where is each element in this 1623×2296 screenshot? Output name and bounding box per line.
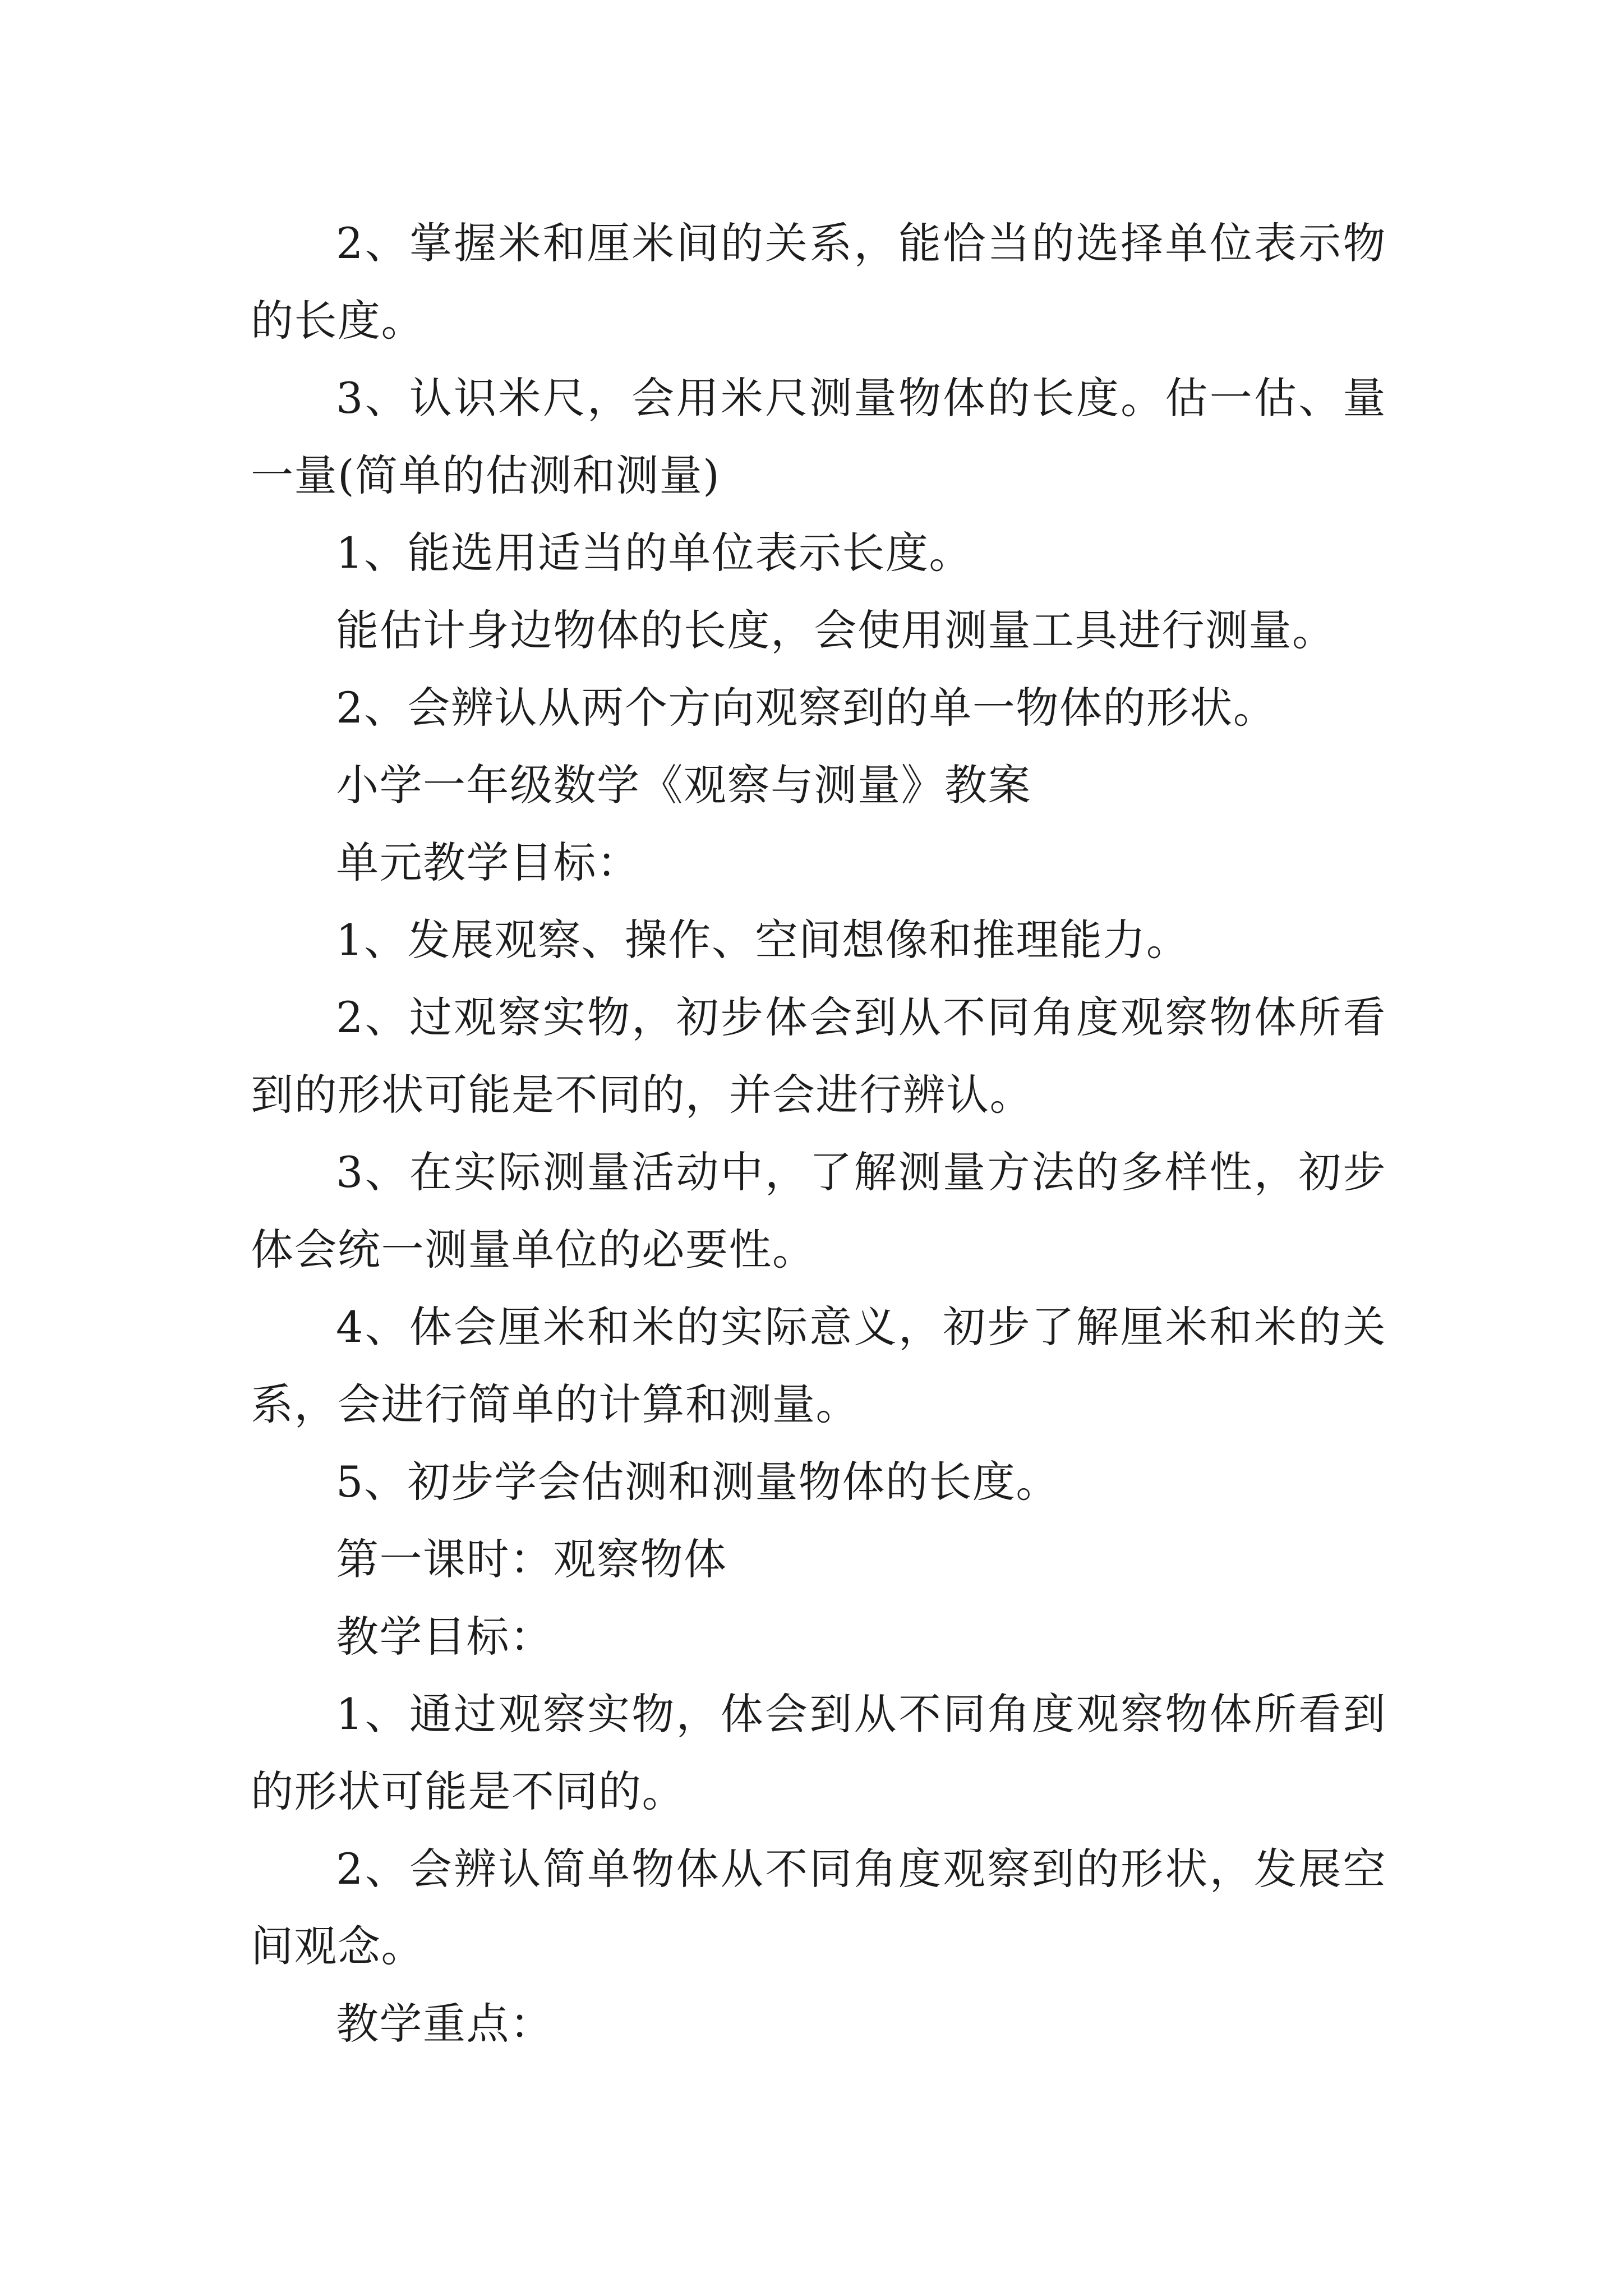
text-line: 到的形状可能是不同的，并会进行辨认。 (251, 1070, 1033, 1120)
text-line: 的形状可能是不同的。 (251, 1766, 685, 1816)
text-line: 2、掌握米和厘米间的关系，能恰当的选择单位表示物 (336, 218, 1386, 268)
text-line: 3、在实际测量活动中，了解测量方法的多样性，初步 (336, 1147, 1386, 1197)
text-line: 4、体会厘米和米的实际意义，初步了解厘米和米的关 (336, 1302, 1386, 1352)
text-line: 1、发展观察、操作、空间想像和推理能力。 (336, 915, 1190, 965)
text-line: 教学重点： (336, 1999, 554, 2049)
text-line: 1、通过观察实物，体会到从不同角度观察物体所看到 (336, 1689, 1386, 1739)
paragraph (251, 1289, 1386, 1443)
document-body (251, 205, 1386, 2063)
text-line: 2、会辨认简单物体从不同角度观察到的形状，发展空 (336, 1844, 1386, 1894)
text-line: 2、过观察实物，初步体会到从不同角度观察物体所看 (336, 992, 1386, 1042)
paragraph (251, 1134, 1386, 1289)
text-line: 5、初步学会估测和测量物体的长度。 (336, 1457, 1059, 1507)
text-line: 能估计身边物体的长度，会使用测量工具进行测量。 (336, 605, 1336, 655)
text-line: 3、认识米尺，会用米尺测量物体的长度。估一估、量 (336, 373, 1386, 423)
text-line: 小学一年级数学《观察与测量》教案 (336, 760, 1031, 810)
paragraph (251, 1598, 1386, 1676)
text-line: 1、能选用适当的单位表示长度。 (336, 528, 972, 578)
paragraph (251, 1521, 1386, 1598)
text-line: 系，会进行简单的计算和测量。 (251, 1379, 859, 1429)
paragraph (251, 1676, 1386, 1830)
paragraph (251, 1443, 1386, 1521)
paragraph (251, 205, 1386, 360)
paragraph (251, 669, 1386, 747)
paragraph (251, 824, 1386, 901)
paragraph (251, 1830, 1386, 1985)
text-line: 一量(简单的估测和测量) (251, 450, 721, 500)
paragraph (251, 1985, 1386, 2063)
text-line: 间观念。 (251, 1921, 425, 1971)
text-line: 的长度。 (251, 296, 425, 346)
paragraph (251, 592, 1386, 669)
paragraph (251, 979, 1386, 1134)
text-line: 第一课时：观察物体 (336, 1534, 727, 1584)
text-line: 单元教学目标： (336, 838, 640, 887)
paragraph (251, 360, 1386, 514)
text-line: 体会统一测量单位的必要性。 (251, 1225, 816, 1274)
text-line: 教学目标： (336, 1612, 554, 1662)
paragraph (251, 747, 1386, 824)
text-line: 2、会辨认从两个方向观察到的单一物体的形状。 (336, 683, 1277, 733)
paragraph (251, 514, 1386, 592)
paragraph (251, 901, 1386, 979)
